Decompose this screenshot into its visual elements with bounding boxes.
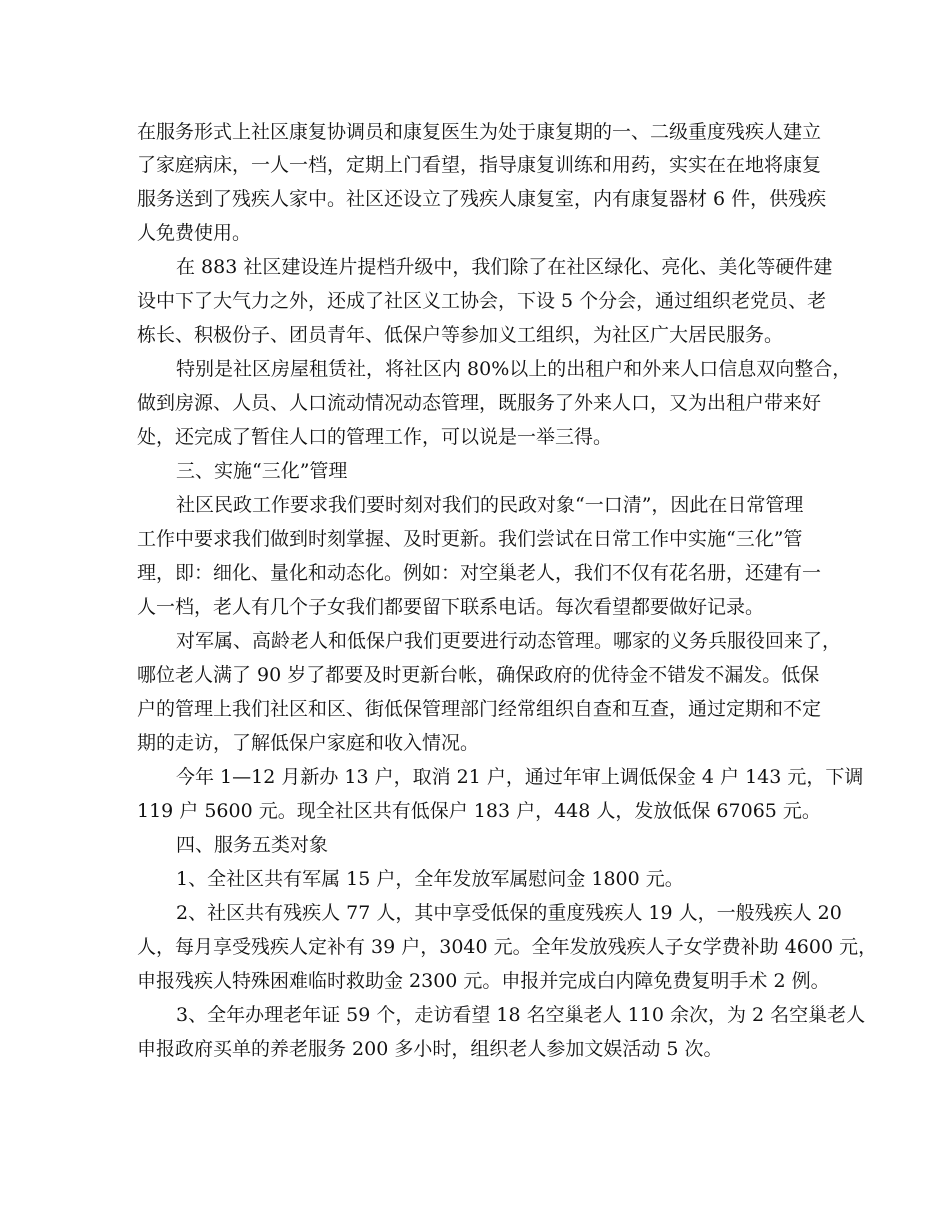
text-line: 119 户 5600 元。现全社区共有低保户 183 户，448 人，发放低保 67065 元。	[137, 800, 821, 822]
text-line: 做到房源、人员、人口流动情况动态管理，既服务了外来人口，又为出租户带来好	[137, 392, 822, 414]
text-line: 特别是社区房屋租赁社，将社区内 80%以上的出租户和外来人口信息双向整合，	[176, 358, 852, 380]
text-line: 申报残疾人特殊困难临时救助金 2300 元。申报并完成白内障免费复明手术 2 例。	[137, 970, 830, 992]
text-line: 人一档，老人有几个子女我们都要留下联系电话。每次看望都要做好记录。	[137, 596, 765, 618]
text-line: 服务送到了残疾人家中。社区还设立了残疾人康复室，内有康复器材 6 件，供残疾	[137, 188, 827, 210]
list-item: 1、全社区共有军属 15 户，全年发放军属慰问金 1800 元。	[176, 868, 684, 890]
text-line: 在 883 社区建设连片提档升级中，我们除了在社区绿化、亮化、美化等硬件建	[176, 256, 833, 278]
text-line: 人，每月享受残疾人定补有 39 户，3040 元。全年发放残疾人子女学费补助 4600 元，	[137, 936, 878, 958]
text-line: 栋长、积极份子、团员青年、低保户等参加义工组织，为社区广大居民服务。	[137, 324, 784, 346]
list-item: 2、社区共有残疾人 77 人，其中享受低保的重度残疾人 19 人，一般残疾人 20	[176, 902, 842, 924]
text-line: 设中下了大气力之外，还成了社区义工协会，下设 5 个分会，通过组织老党员、老	[137, 290, 827, 312]
text-line: 理，即：细化、量化和动态化。例如：对空巢老人，我们不仅有花名册，还建有一	[137, 562, 822, 584]
list-item: 3、全年办理老年证 59 个，走访看望 18 名空巢老人 110 余次，为 2 名空巢老人	[176, 1004, 866, 1026]
text-line: 社区民政工作要求我们要时刻对我们的民政对象“一口清”，因此在日常管理	[176, 494, 804, 516]
text-line: 对军属、高龄老人和低保户我们更要进行动态管理。哪家的义务兵服役回来了，	[176, 630, 842, 652]
text-line: 处，还完成了暂住人口的管理工作，可以说是一举三得。	[137, 426, 613, 448]
text-line: 期的走访，了解低保户家庭和收入情况。	[137, 732, 480, 754]
text-line: 哪位老人满了 90 岁了都要及时更新台帐，确保政府的优待金不错发不漏发。低保	[137, 664, 820, 686]
text-line: 人免费使用。	[137, 222, 252, 244]
text-line: 申报政府买单的养老服务 200 多小时，组织老人参加文娱活动 5 次。	[137, 1038, 723, 1060]
text-line: 户的管理上我们社区和区、街低保管理部门经常组织自查和互查，通过定期和不定	[137, 698, 822, 720]
section-heading: 四、服务五类对象	[176, 834, 329, 856]
text-line: 了家庭病床，一人一档，定期上门看望，指导康复训练和用药，实实在在地将康复	[137, 154, 822, 176]
text-line: 在服务形式上社区康复协调员和康复医生为处于康复期的一、二级重度残疾人建立	[137, 121, 822, 143]
text-line: 今年 1—12 月新办 13 户，取消 21 户，通过年审上调低保金 4 户 143 元，下调	[176, 766, 864, 788]
text-line: 工作中要求我们做到时刻掌握、及时更新。我们尝试在日常工作中实施“三化”管	[137, 528, 803, 550]
section-heading: 三、实施“三化”管理	[176, 460, 348, 482]
